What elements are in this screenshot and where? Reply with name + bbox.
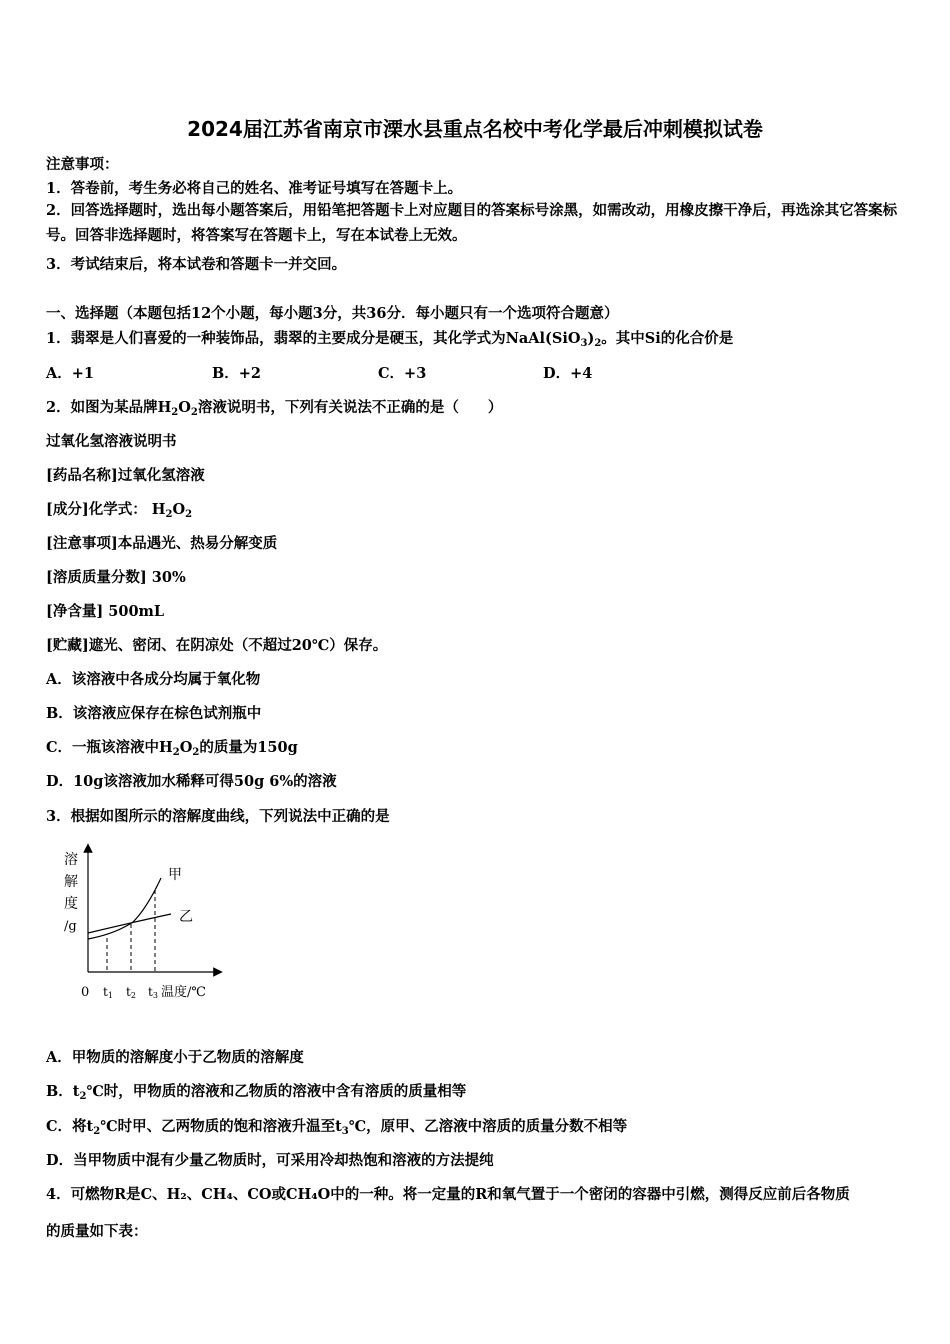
notice-item-1: 1．答卷前，考生务必将自己的姓名、准考证号填写在答题卡上。 [46, 180, 463, 197]
curve-yi [88, 914, 171, 933]
q2-label-name: [药品名称]过氧化氢溶液 [46, 467, 205, 484]
q1-option-a: A．+1 [46, 365, 94, 382]
q2-label-volume: [净含量] 500mL [46, 603, 165, 620]
curve-jia-label: 甲 [168, 867, 182, 883]
curve-yi-label: 乙 [179, 909, 193, 925]
q2-label-formula: [成分]化学式： $H_2O_2$ [46, 501, 193, 520]
y-label-3: 度 [64, 896, 78, 912]
q2-label-storage: [贮藏]遮光、密闭、在阴凉处（不超过20℃）保存。 [46, 637, 388, 654]
q3-option-c: C．将$t_2℃$时甲、乙两物质的饱和溶液升温至$t_3℃$，原甲、乙溶液中溶质的质量分数不相等 [46, 1118, 628, 1137]
q3-stem: 3．根据如图所示的溶解度曲线，下列说法中正确的是 [46, 808, 390, 825]
section-heading: 一、选择题（本题包括12个小题，每小题3分，共36分．每小题只有一个选项符合题意） [46, 305, 619, 322]
q2-option-d: D．10g该溶液加水稀释可得50g 6%的溶液 [46, 773, 337, 790]
q2-label-fraction: [溶质质量分数] 30% [46, 569, 186, 586]
q2-option-a: A．该溶液中各成分均属于氧化物 [46, 671, 261, 688]
q1-option-b: B．+2 [212, 365, 261, 382]
q4-stem-line1: 4．可燃物R是C、H₂、CH₄、CO或CH₄O中的一种。将一定量的R和氧气置于一个密闭的容器中引燃，测得反应前后各物质 [46, 1186, 850, 1203]
q2-stem: 2．如图为某品牌$H_2O_2$溶液说明书，下列有关说法不正确的是（ ） [46, 399, 503, 418]
solubility-curve-graph [55, 842, 235, 1007]
q1-option-d: D．+4 [543, 365, 593, 382]
q1-option-c: C．+3 [378, 365, 427, 382]
y-label-2: 解 [64, 874, 78, 890]
q3-option-b: B．$t_2℃$时，甲物质的溶液和乙物质的溶液中含有溶质的质量相等 [46, 1083, 467, 1102]
notice-item-3: 3．考试结束后，将本试卷和答题卡一并交回。 [46, 256, 347, 273]
x-origin: 0 [81, 985, 90, 1000]
t3-label: t3 [148, 985, 158, 1000]
page-title: 2024届江苏省南京市溧水县重点名校中考化学最后冲刺模拟试卷 [187, 117, 763, 141]
q3-option-d: D．当甲物质中混有少量乙物质时，可采用冷却热饱和溶液的方法提纯 [46, 1152, 494, 1169]
q2-label-title: 过氧化氢溶液说明书 [46, 433, 177, 450]
q2-label-notice: [注意事项]本品遇光、热易分解变质 [46, 535, 278, 552]
q3-option-a: A．甲物质的溶解度小于乙物质的溶解度 [46, 1049, 304, 1066]
q4-stem-line2: 的质量如下表： [46, 1223, 148, 1240]
notice-item-2: 2．回答选择题时，选出每小题答案后，用铅笔把答题卡上对应题目的答案标号涂黑，如需改动，用橡皮擦干净后，再选涂其它答案标号。回答非选择题时，将答案写在答题卡上，写在本试卷上无效。 [46, 202, 898, 244]
notice-heading: 注意事项： [46, 156, 119, 173]
t1-label: t1 [103, 985, 113, 1000]
t2-label: t2 [126, 985, 136, 1000]
y-label-4: /g [64, 919, 77, 934]
q1-stem: 1．翡翠是人们喜爱的一种装饰品，翡翠的主要成分是硬玉，其化学式为$NaAl(SiO_3)_2$。其中Si的化合价是 [46, 330, 734, 349]
q2-option-c: C．一瓶该溶液中$H_2O_2$的质量为150g [46, 739, 298, 758]
x-label: 温度/℃ [161, 985, 206, 1000]
y-label-1: 溶 [64, 852, 78, 868]
q2-option-b: B．该溶液应保存在棕色试剂瓶中 [46, 705, 262, 722]
